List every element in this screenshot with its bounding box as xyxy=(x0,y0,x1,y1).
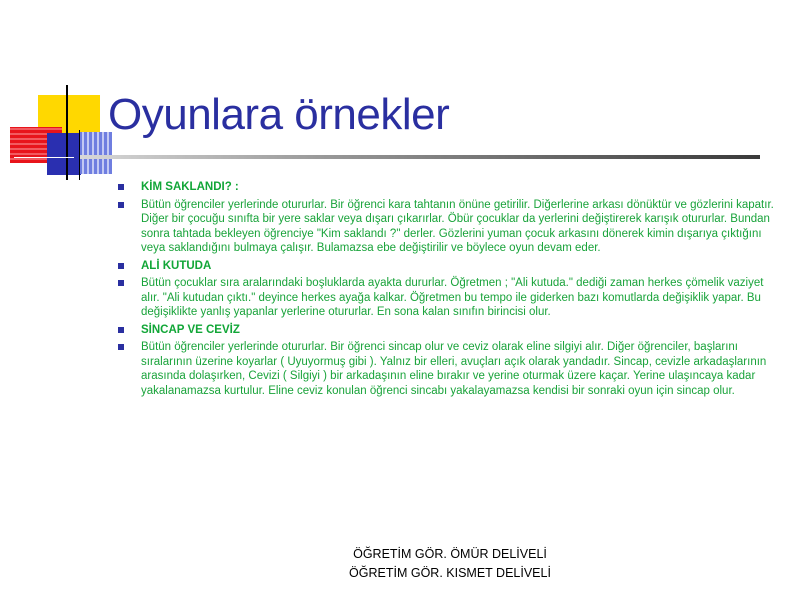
blue-square xyxy=(47,133,81,175)
item-heading: SİNCAP VE CEVİZ xyxy=(141,323,240,336)
bullet-icon xyxy=(118,184,124,190)
horizontal-line xyxy=(14,157,74,158)
list-item xyxy=(118,180,778,195)
bullet-icon xyxy=(118,280,124,286)
item-heading: KİM SAKLANDI? : xyxy=(141,181,239,193)
list-item xyxy=(118,340,778,398)
list-item xyxy=(118,259,778,274)
slide-title: Oyunlara örnekler xyxy=(108,90,450,139)
author-line-2: ÖĞRETİM GÖR. KISMET DELİVELİ xyxy=(349,566,551,580)
list-item xyxy=(118,323,778,338)
list-item xyxy=(118,198,778,256)
author-line-1: ÖĞRETİM GÖR. ÖMÜR DELİVELİ xyxy=(353,547,547,561)
author-footer xyxy=(300,545,600,583)
bullet-icon xyxy=(118,327,124,333)
item-heading: ALİ KUTUDA xyxy=(141,259,212,272)
bullet-icon xyxy=(118,263,124,269)
decorative-logo-blocks xyxy=(0,0,120,190)
vertical-line xyxy=(66,85,68,180)
title-divider xyxy=(80,155,760,159)
item-body: Bütün öğrenciler yerlerinde otururlar. Bir öğrenci sincap olur ve ceviz olarak eline silgiyi alır. Diğer öğrenciler, başlarını sıralarının üzerine koyarlar ( Uyuyormuş gibi ). Yalnız bir elleri, avuçları açık olarak yandadır. Sincap, cevizle arkadaşlarının arasında dolaşırken, Cevizi ( Silgiyi ) bir arkadaşının eline bırakır ve yerine oturmak üzere kaçar. Yerine ulaşıncaya kadar yakalanamazsa kurtulur. Eline ceviz konulan öğrenci sincabı yakalayamazsa kendisi bir sonraki oyun için sincap olur. xyxy=(141,341,767,397)
bullet-list xyxy=(118,180,778,401)
item-body: Bütün çocuklar sıra aralarındaki boşluklarda ayakta dururlar. Öğretmen ; "Ali kutuda." dediği zaman herkes çömelik vaziyet alır. "Ali kutudan çıktı." deyince herkes ayağa kalkar. Öğretmen bu tempo ile giderken bazı komutlarda değişiklik yapar. Bu değişiklikte yanlış yapanlar yerlerine otururlar. En sona kalan sınıfın birincisi olur. xyxy=(141,277,764,318)
list-item xyxy=(118,276,778,320)
bullet-icon xyxy=(118,344,124,350)
item-body: Bütün öğrenciler yerlerinde otururlar. Bir öğrenci kara tahtanın önüne getirilir. Diğerlerine arkası dönüktür ve gözlerini kapatır. Diğer bir çocuğu sınıfta bir yere saklar veya dışarı çıkarırlar. Öbür çocuklar da yerlerini değiştirerek karışık otururlar. Bundan sonra tahtada bekleyen öğrenciye "Kim saklandı ?" derler. Gözlerini yuman çocuk arkasını dönerek kimin dışarıya çıktığını veya saklandığını bulmaya çalışır. Bulamazsa ebe değiştirilir ve böylece oyun devam eder. xyxy=(141,198,774,254)
bullet-icon xyxy=(118,202,124,208)
